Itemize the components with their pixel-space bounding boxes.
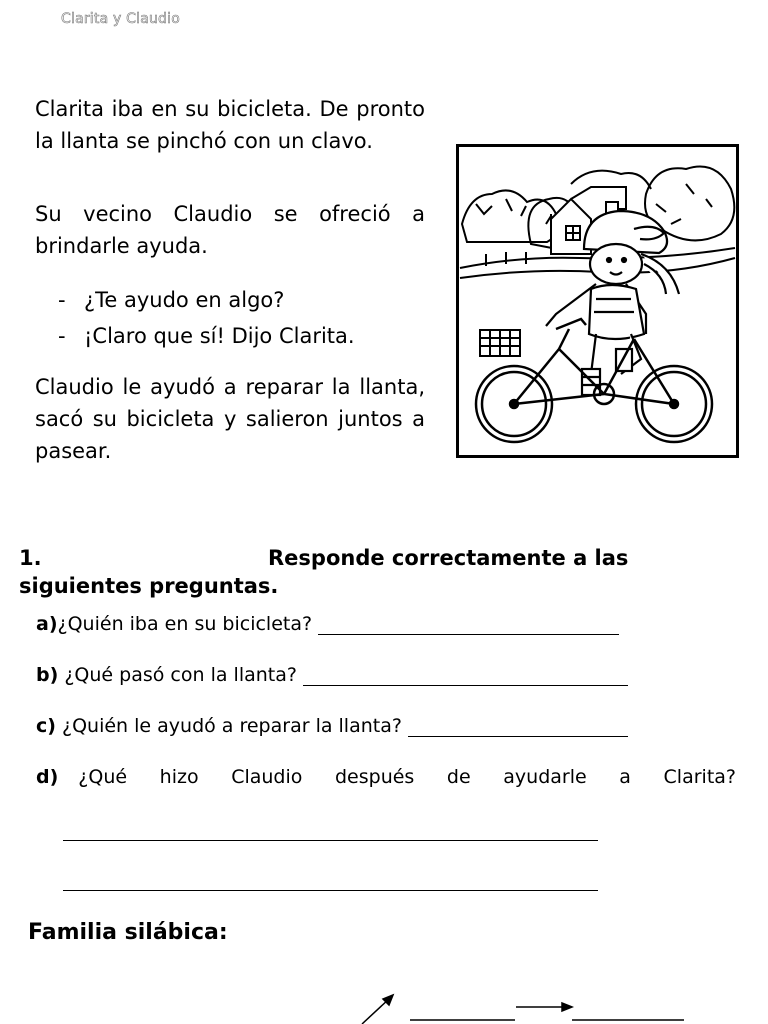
question-text: ¿Qué pasó con la llanta? — [64, 664, 297, 686]
story-paragraph-3: Claudio le ayudó a reparar la llanta, sacó su bicicleta y salieron juntos a pasear. — [35, 375, 425, 463]
question-text: ¿Quién iba en su bicicleta? — [57, 613, 313, 635]
story-paragraph-1: Clarita iba en su bicicleta. De pronto la llanta se pinchó con un clavo. — [35, 97, 425, 153]
dialog-dash: - — [58, 288, 66, 312]
answer-line[interactable] — [303, 684, 628, 686]
syllable-family-diagram — [350, 990, 700, 1024]
dialog-text: ¿Te ayudo en algo? — [84, 288, 285, 312]
answer-line-d-2[interactable] — [63, 890, 598, 891]
answer-line[interactable] — [318, 633, 619, 635]
question-c — [36, 715, 628, 737]
page-header-title: Clarita y Claudio — [61, 11, 181, 27]
exercise-heading — [19, 544, 709, 600]
question-a — [36, 613, 619, 635]
dialog-line-1 — [58, 284, 284, 316]
dialog-line-2 — [58, 320, 355, 352]
question-text: ¿Quién le ayudó a reparar la llanta? — [62, 715, 402, 737]
answer-line[interactable] — [408, 735, 628, 737]
question-d — [36, 766, 736, 788]
question-text: ¿Qué hizo Claudio después de ayudarle a Clarita? — [78, 766, 736, 788]
dialog-dash: - — [58, 324, 66, 348]
girl-on-bicycle-illustration — [456, 144, 739, 458]
exercise-title: Responde correctamente a las siguientes preguntas. — [19, 546, 629, 598]
answer-line-d-1[interactable] — [63, 840, 598, 841]
exercise-number: 1. — [19, 546, 42, 570]
question-letter: c) — [36, 715, 56, 737]
story-paragraph-2: Su vecino Claudio se ofreció a brindarle ayuda. — [35, 202, 425, 258]
question-letter: d) — [36, 766, 59, 788]
question-b — [36, 664, 628, 686]
syllable-family-title: Familia silábica: — [28, 920, 228, 945]
dialog-text: ¡Claro que sí! Dijo Clarita. — [84, 324, 355, 348]
question-letter: b) — [36, 664, 59, 686]
question-letter: a) — [36, 613, 58, 635]
